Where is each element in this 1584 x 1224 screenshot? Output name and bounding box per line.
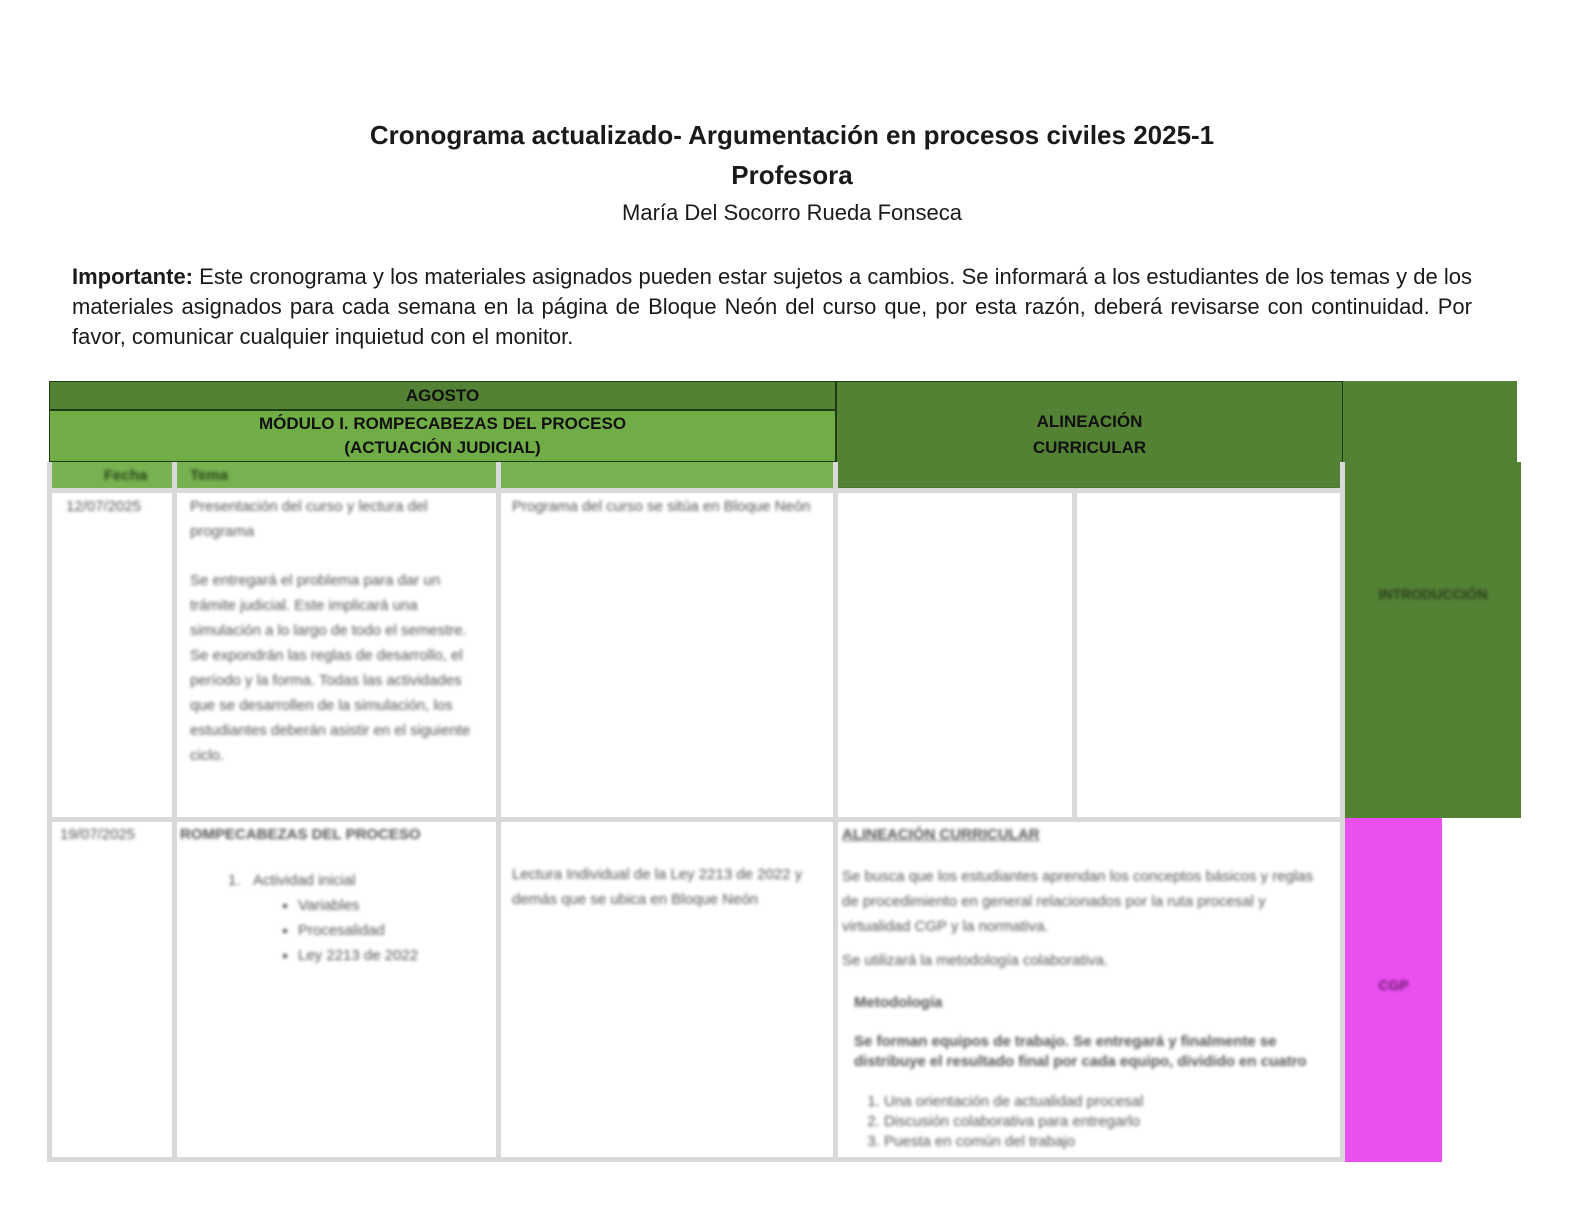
column-header-row [47, 462, 837, 489]
section-intro-label: INTRODUCCIÓN [1378, 586, 1488, 602]
bullet-item: ▪ Procesalidad [298, 918, 488, 943]
step-item: 1. Una orientación de actualidad procesal [884, 1092, 1332, 1112]
column-header-right [837, 462, 1345, 489]
row1-material: Programa del curso se sitúa en Bloque Neón [512, 498, 811, 515]
row2-steps [854, 1092, 1332, 1152]
row2-topic-list [228, 868, 488, 968]
row2-topic: ROMPECABEZAS DEL PROCESO [180, 826, 421, 843]
steps-list [854, 1092, 1332, 1152]
grid-line [1072, 488, 1077, 818]
alignment-line-2: CURRICULAR [1032, 437, 1147, 457]
month-header [49, 381, 836, 410]
row1-date: 12/07/2025 [66, 498, 142, 515]
bullet-item: ▪ Ley 2213 de 2022 [298, 943, 488, 968]
grid-line [833, 462, 838, 1162]
month-label: AGOSTO [405, 385, 480, 405]
section-cgp-label: CGP [1378, 977, 1409, 993]
module-line-2: (ACTUACIÓN JUDICIAL) [344, 438, 541, 457]
column-topic-label: Tema [190, 467, 229, 484]
row2-alignment-title: ALINEACIÓN CURRICULAR [842, 826, 1040, 843]
row2-alignment-note: Se utilizará la metodología colaborativa. [842, 952, 1108, 969]
side-header-top [1343, 381, 1517, 462]
notice-text: Este cronograma y los materiales asignados pueden estar sujetos a cambios. Se informará a los estudiantes de los temas y de los materiales asignados para cada semana en la página de Bloque Neón del curso que, por esta razón, deberá revisarse con continuidad. Por favor, comunicar cualquier inquietud con el monitor. [72, 264, 1472, 349]
row2-method-text: Se forman equipos de trabajo. Se entregará y finalmente se distribuye el resultado final por cada equipo, dividido en cuatro [854, 1033, 1307, 1070]
numbered-item: 1. Actividad inicial [228, 872, 356, 889]
alignment-line-1: ALINEACIÓN [1036, 411, 1143, 431]
grid-line [496, 462, 501, 1162]
grid-line [47, 488, 1345, 493]
column-date-label: Fecha [104, 467, 148, 484]
notice-paragraph [72, 262, 1472, 352]
row1-topic-body: Se entregará el problema para dar un trámite judicial. Este implicará una simulación a lo largo de todo el semestre. Se expondrán las reglas de desarrollo, el período y la forma. Todas las actividades que se desarrollen de la simulación, los estudiantes deberán asistir en el siguiente ciclo. [190, 572, 471, 764]
grid-line [1340, 462, 1345, 1162]
row2-alignment-text: Se busca que los estudiantes aprendan los conceptos básicos y reglas de procedimiento en general relacionados por la ruta procesal y virtualidad CGP y la normativa. [842, 868, 1314, 935]
module-header [49, 410, 836, 462]
row2-material: Lectura Individual de la Ley 2213 de 2022 y demás que se ubica en Bloque Neón [512, 866, 803, 908]
bullet-item: ▪ Variables [298, 893, 488, 918]
author-name: María Del Socorro Rueda Fonseca [622, 200, 962, 225]
row2-method-title: Metodología [854, 994, 943, 1011]
bullet-list [228, 893, 488, 968]
grid-line [47, 1157, 1345, 1162]
numbered-item-text: Actividad inicial [253, 872, 356, 889]
row2-date: 19/07/2025 [60, 826, 136, 843]
document-subtitle: Profesora [731, 160, 853, 190]
document-title: Cronograma actualizado- Argumentación en procesos civiles 2025-1 [369, 120, 1215, 150]
step-item: 3. Puesta en común del trabajo [884, 1132, 1332, 1152]
step-item: 2. Discusión colaborativa para entregarlo [884, 1112, 1332, 1132]
section-intro-block [1345, 462, 1521, 818]
row1-topic: Presentación del curso y lectura del programa [190, 498, 428, 540]
module-line-1: MÓDULO I. ROMPECABEZAS DEL PROCESO [258, 414, 627, 433]
grid-line [47, 462, 52, 1162]
notice-label: Importante: [72, 264, 193, 289]
grid-line [172, 462, 177, 1162]
